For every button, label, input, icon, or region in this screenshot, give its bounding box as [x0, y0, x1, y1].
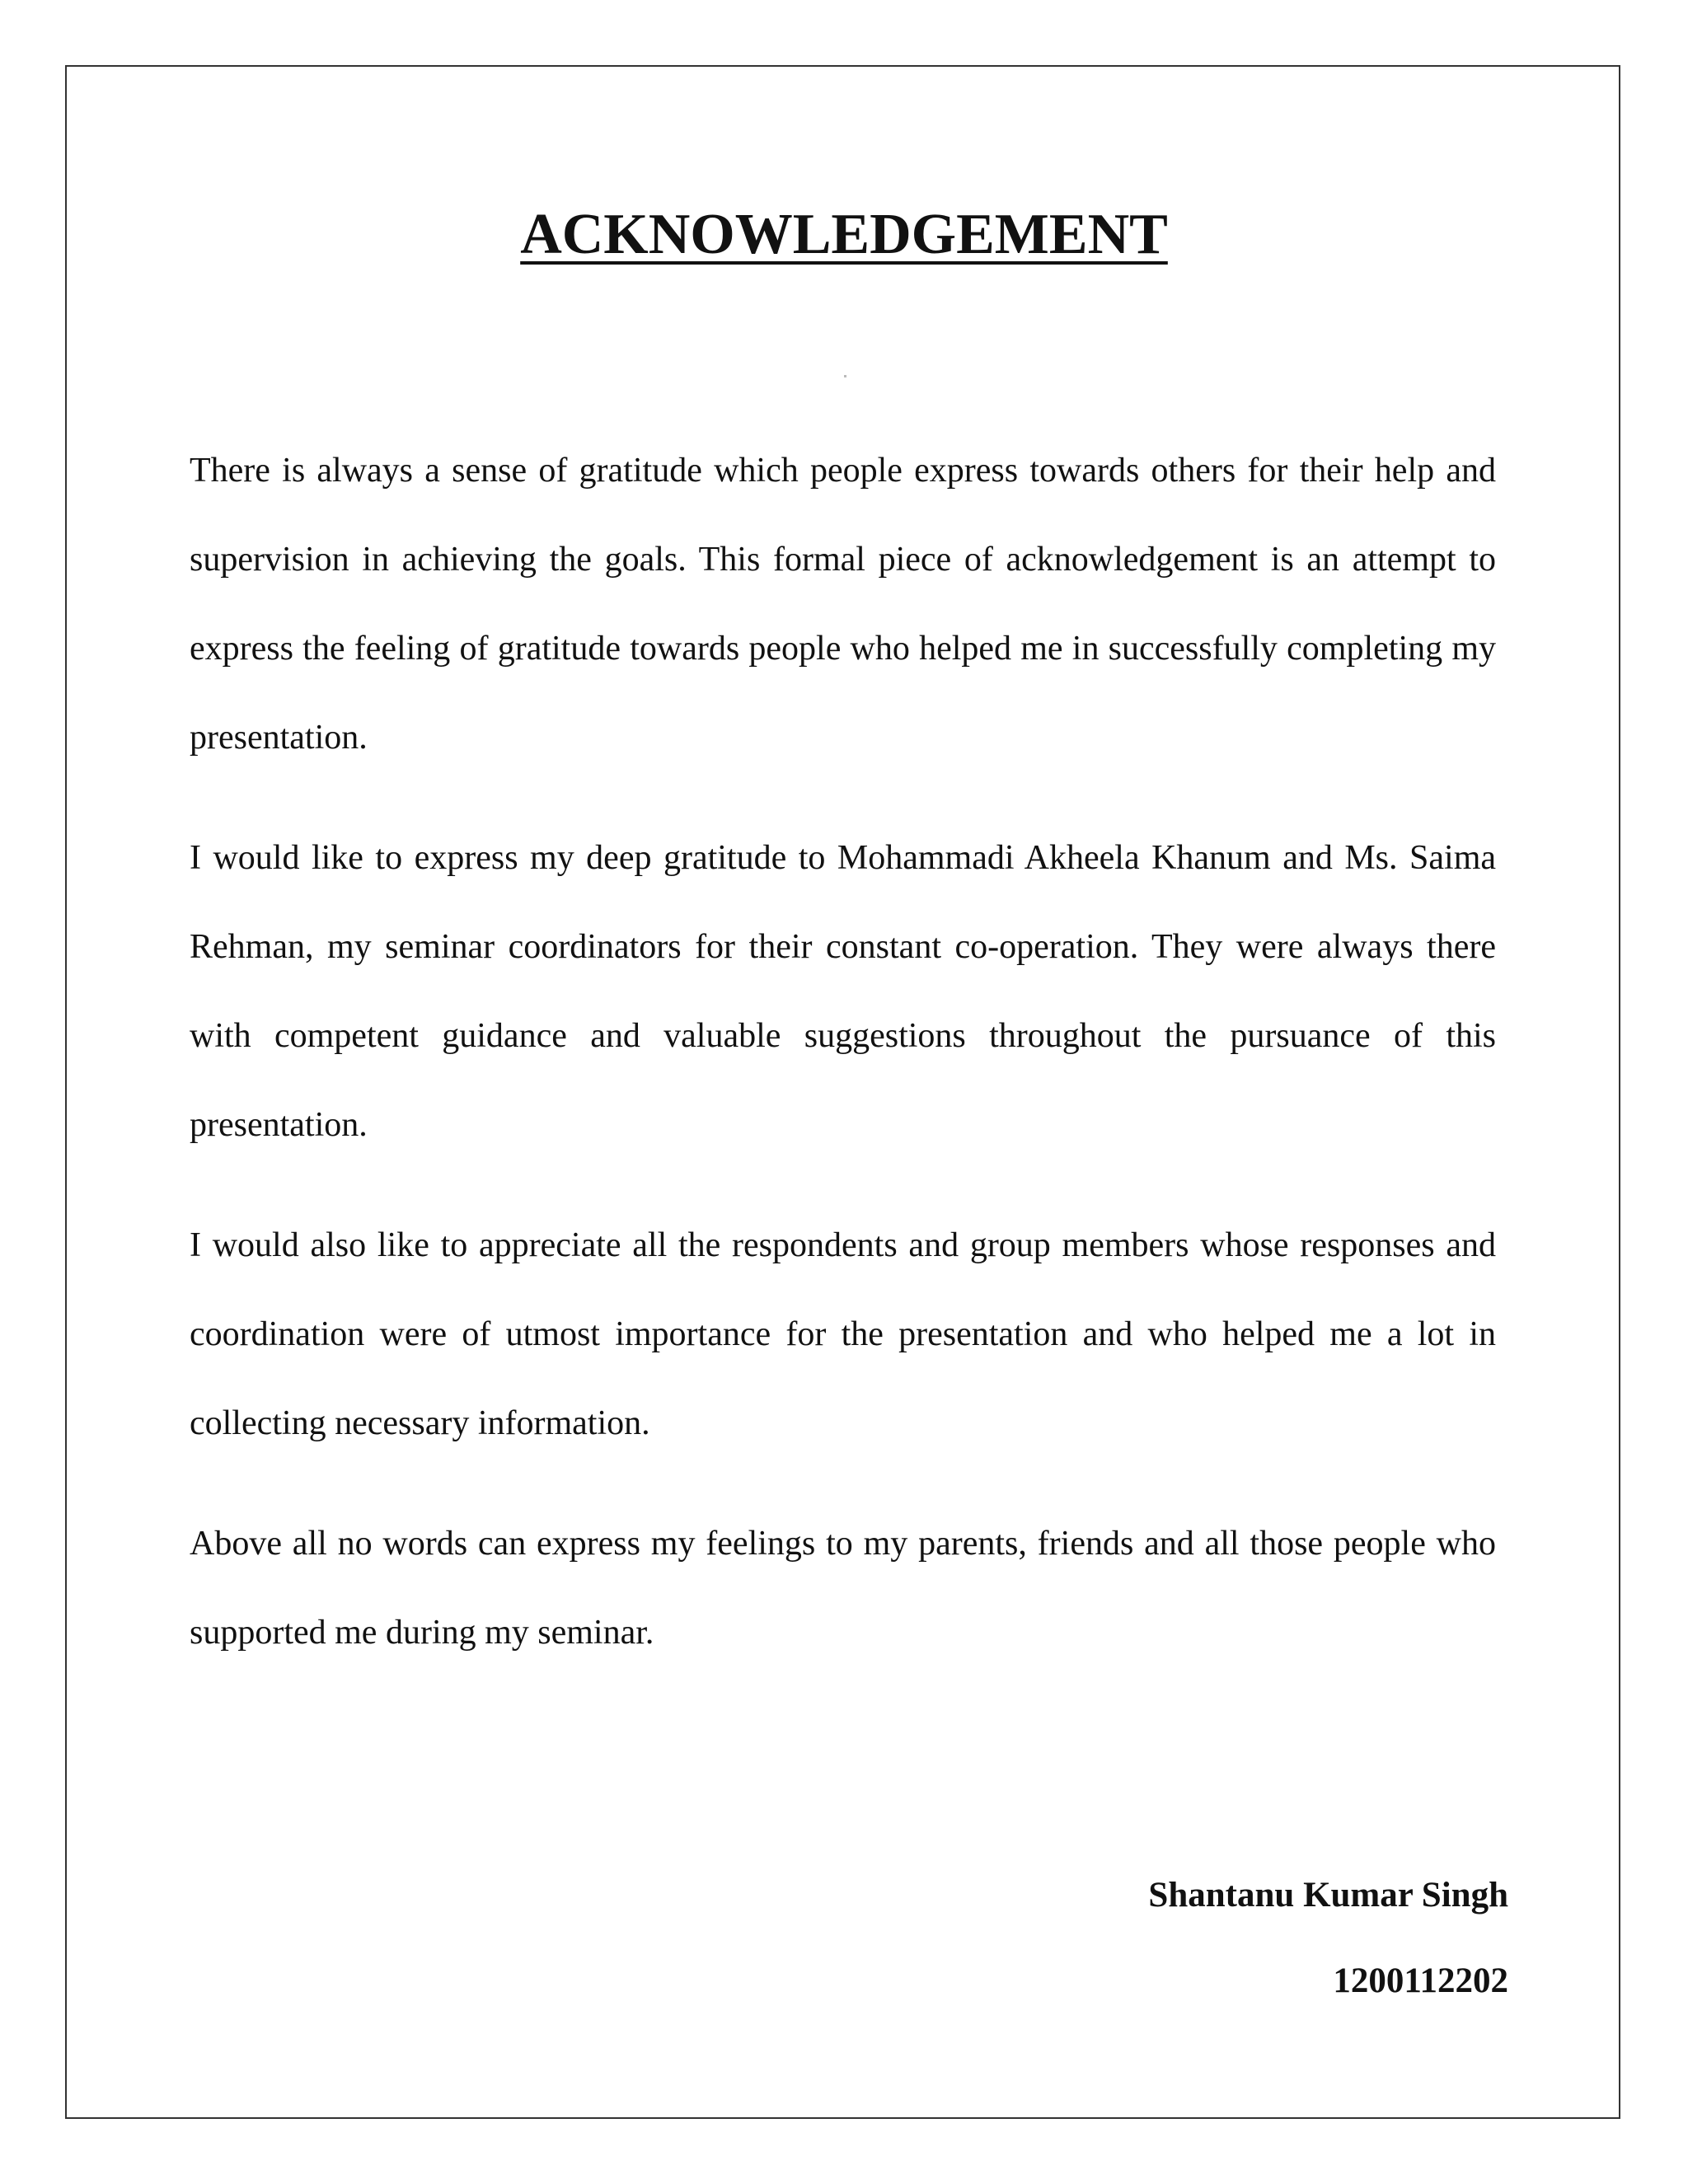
paragraph-coordinators: I would like to express my deep gratitude to Mohammadi Akheela Khanum and Ms. Saima Rehman, my seminar coordinators for their constant co-operation. They were always there with competent guidance and valuable suggestions throughout the pursuance of this presentation.: [190, 839, 1496, 1144]
page-title: [0, 198, 1688, 272]
signature-block: [1148, 1871, 1508, 2042]
stray-mark: [844, 375, 846, 377]
page-title-text: ACKNOWLEDGEMENT: [520, 203, 1168, 266]
signature-id: 1200112202: [1333, 1961, 1508, 2000]
signature-name: Shantanu Kumar Singh: [1148, 1876, 1508, 1915]
paragraph-respondents: I would also like to appreciate all the respondents and group members whose responses and coordination were of utmost importance for the presentation and who helped me a lot in collecting necessary information.: [190, 1226, 1496, 1442]
paragraph-gratitude: There is always a sense of gratitude which people express towards others for their help and supervision in achieving the goals. This formal piece of acknowledgement is an attempt to express the feeling of gratitude towards people who helped me in successfully completing my presentation.: [190, 452, 1496, 757]
acknowledgement-body: [190, 426, 1496, 1708]
paragraph-family: Above all no words can express my feelings to my parents, friends and all those people who supported me during my seminar.: [190, 1525, 1496, 1652]
